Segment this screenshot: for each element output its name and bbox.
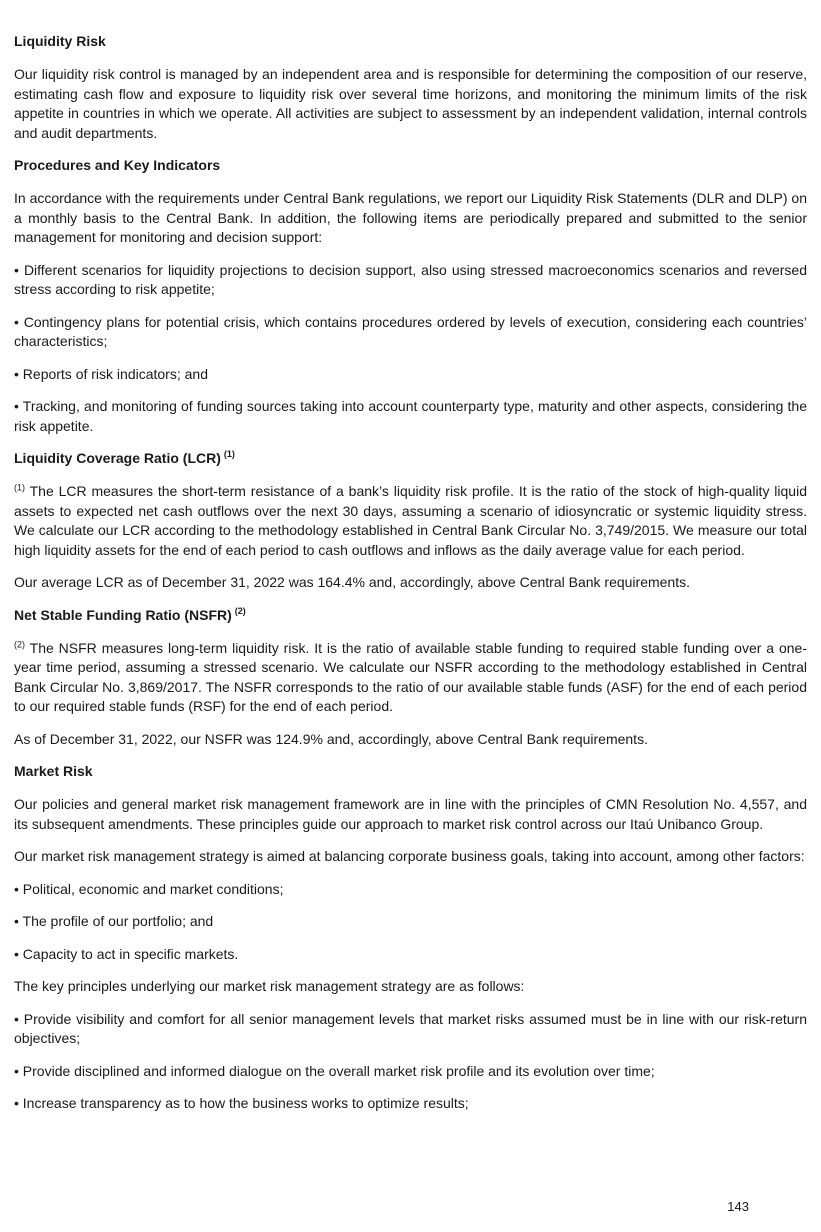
paragraph-text: The NSFR measures long-term liquidity risk. It is the ratio of available stable funding to required stable funding over a one-year time period, assuming a stressed scenario. We calculate our NSFR according to the methodology established in Central Bank Circular No. 3,869/2017. The NSFR corresponds to the ratio of our available stable funds (ASF) for the end of each period to our required stable funds (RSF) for the end of each period. <box>14 639 807 714</box>
bullet-item: • The profile of our portfolio; and <box>14 913 214 929</box>
heading-text: Net Stable Funding Ratio (NSFR) <box>14 606 232 623</box>
section-heading-nsfr <box>14 606 807 625</box>
bullet-item: • Provide disciplined and informed dialogue on the overall market risk profile and its evolution over time; <box>14 1062 655 1079</box>
bullet-item: • Tracking, and monitoring of funding sources taking into account counterparty type, maturity and other aspects, considering the risk appetite. <box>14 398 807 434</box>
section-heading-market-risk: Market Risk <box>14 763 93 779</box>
footnote-marker: (2) <box>234 605 246 616</box>
section-heading-procedures: Procedures and Key Indicators <box>14 157 221 173</box>
bullet-item: • Increase transparency as to how the business works to optimize results; <box>14 1095 469 1111</box>
bullet-item: • Capacity to act in specific markets. <box>14 945 239 962</box>
bullet-item: • Political, economic and market conditions; <box>14 880 284 897</box>
section-heading-lcr <box>14 449 807 468</box>
paragraph: Our liquidity risk control is managed by an independent area and is responsible for determining the composition of our reserve, estimating cash flow and exposure to liquidity risk over several time horizons, and monitoring the minimum limits of the risk appetite in countries in which we operate. All activities are subject to assessment by an independent validation, internal controls and audit departments. <box>14 66 807 141</box>
footnote-marker: (1) <box>14 482 25 493</box>
bullet-item: • Different scenarios for liquidity projections to decision support, also using stressed macroeconomics scenarios and reversed stress according to risk appetite; <box>14 261 807 297</box>
bullet-item: • Provide visibility and comfort for all senior management levels that market risks assumed must be in line with our risk-return objectives; <box>14 1010 807 1046</box>
paragraph: The key principles underlying our market risk management strategy are as follows: <box>14 978 525 994</box>
footnote-marker: (2) <box>14 638 25 649</box>
heading-text: Liquidity Coverage Ratio (LCR) <box>14 450 221 466</box>
footnote-marker: (1) <box>223 449 235 460</box>
section-heading-liquidity-risk: Liquidity Risk <box>14 33 106 49</box>
paragraph <box>14 639 807 717</box>
paragraph: Our average LCR as of December 31, 2022 was 164.4% and, accordingly, above Central Bank requirements. <box>14 574 690 590</box>
paragraph: Our market risk management strategy is aimed at balancing corporate business goals, taking into account, among other factors: <box>14 848 805 864</box>
bullet-item: • Contingency plans for potential crisis, which contains procedures ordered by levels of execution, considering each countries’ characteristics; <box>14 313 807 349</box>
paragraph-text: The LCR measures the short-term resistance of a bank’s liquidity risk profile. It is the ratio of the stock of high-quality liquid assets to expected net cash outflows over the next 30 days, assuming a scenario of idiosyncratic or systemic liquidity stress. We calculate our LCR according to the methodology established in Central Bank Circular No. 3,749/2015. We measure our total high liquidity assets for the end of each period to cash outflows and inflows as the daily average value for each period. <box>14 483 807 558</box>
paragraph <box>14 482 807 560</box>
paragraph: Our policies and general market risk management framework are in line with the principles of CMN Resolution No. 4,557, and its subsequent amendments. These principles guide our approach to market risk control across our Itaú Unibanco Group. <box>14 796 807 832</box>
page-number: 143 <box>727 1199 749 1214</box>
bullet-item: • Reports of risk indicators; and <box>14 365 208 382</box>
paragraph: As of December 31, 2022, our NSFR was 124.9% and, accordingly, above Central Bank requirements. <box>14 730 648 747</box>
paragraph: In accordance with the requirements under Central Bank regulations, we report our Liquidity Risk Statements (DLR and DLP) on a monthly basis to the Central Bank. In addition, the following items are periodically prepared and submitted to the senior management for monitoring and decision support: <box>14 190 807 245</box>
